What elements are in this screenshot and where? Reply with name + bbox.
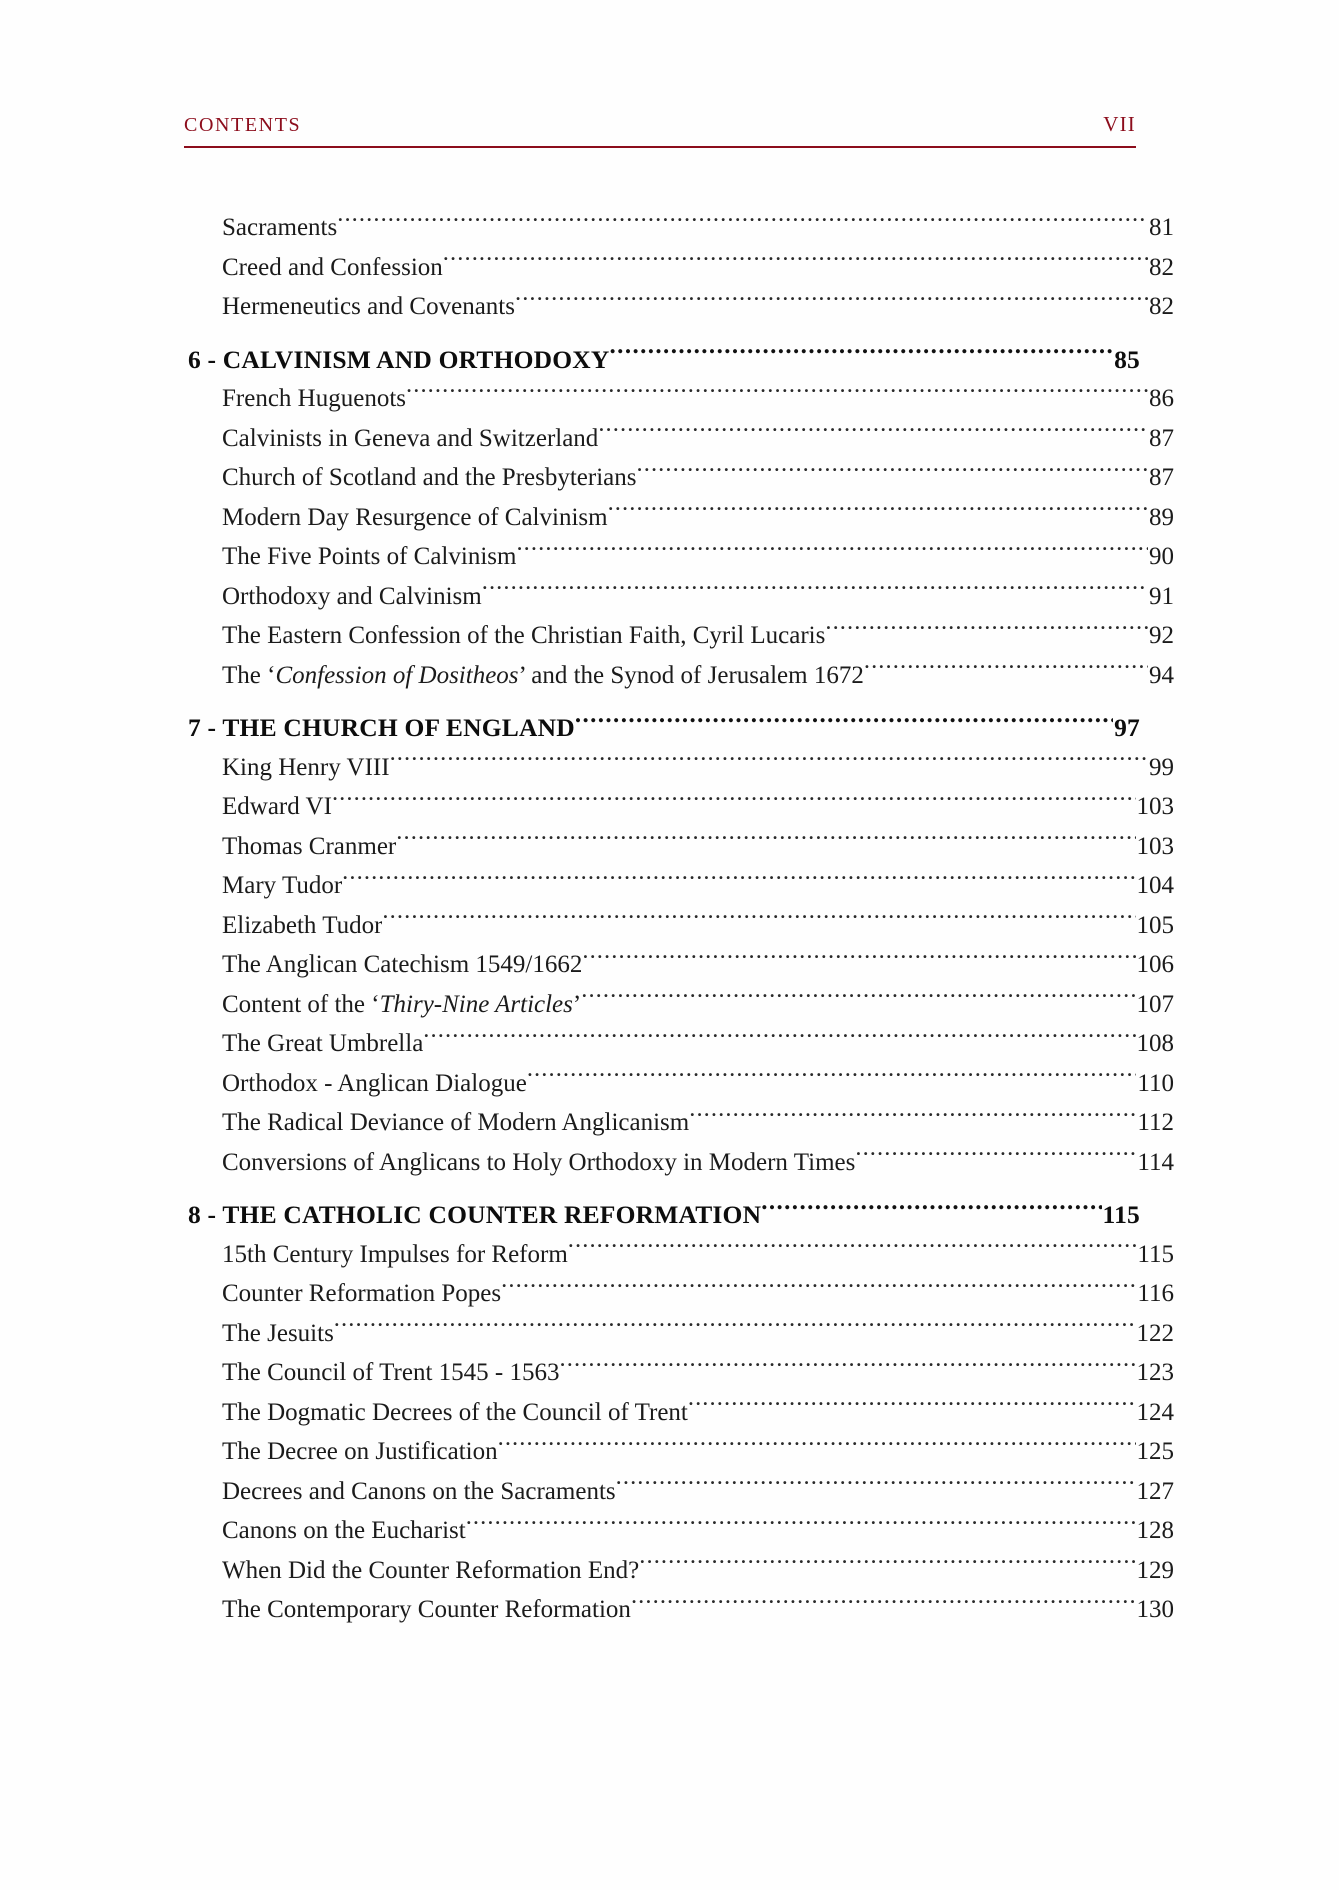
toc-title-part: ’ and the Synod of Jerusalem 1672 xyxy=(518,661,864,689)
toc-entry-title: When Did the Counter Reformation End? xyxy=(222,1556,640,1584)
toc-entry-page-number: 115 xyxy=(1137,1240,1174,1268)
toc-entry-title: The Anglican Catechism 1549/1662 xyxy=(222,951,583,978)
toc-entry-page-number: 82 xyxy=(1149,253,1174,281)
toc-section-entry[interactable] xyxy=(184,1235,1174,1275)
toc-dot-leader xyxy=(334,1316,1136,1341)
toc-entry-page-number: 110 xyxy=(1137,1069,1174,1097)
toc-dot-leader xyxy=(423,1026,1135,1051)
toc-entry-title: 8 - THE CATHOLIC COUNTER REFORMATION xyxy=(188,1200,762,1229)
toc-entry-title: The Dogmatic Decrees of the Council of Trent xyxy=(222,1398,688,1426)
toc-dot-leader xyxy=(332,789,1136,814)
toc-section-entry[interactable] xyxy=(184,866,1174,906)
toc-entry-title: The Five Points of Calvinism xyxy=(222,543,517,570)
toc-section-entry[interactable] xyxy=(184,1551,1174,1591)
toc-section-entry[interactable] xyxy=(184,208,1174,248)
toc-entry-page-number: 105 xyxy=(1136,911,1174,939)
table-of-contents xyxy=(184,208,1174,1630)
toc-dot-leader xyxy=(527,1066,1137,1091)
toc-dot-leader xyxy=(616,1474,1136,1499)
toc-section-entry[interactable] xyxy=(184,287,1174,327)
toc-entry-title: The Council of Trent 1545 - 1563 xyxy=(222,1359,560,1386)
toc-entry-page-number: 116 xyxy=(1137,1280,1174,1307)
toc-entry-page-number: 115 xyxy=(1102,1200,1140,1229)
toc-dot-leader xyxy=(515,289,1148,314)
toc-entry-page-number: 125 xyxy=(1136,1438,1174,1465)
toc-entry-page-number: 92 xyxy=(1149,622,1174,649)
toc-section-entry[interactable] xyxy=(184,419,1174,459)
toc-entry-title: Creed and Confession xyxy=(222,253,443,281)
toc-entry-page-number: 108 xyxy=(1136,1030,1174,1057)
toc-section-entry[interactable] xyxy=(184,248,1174,288)
running-head xyxy=(184,112,1136,137)
toc-entry-page-number: 104 xyxy=(1136,872,1174,899)
toc-dot-leader xyxy=(855,1145,1136,1170)
toc-section-entry[interactable] xyxy=(184,787,1174,827)
toc-dot-leader xyxy=(581,987,1135,1012)
toc-entry-page-number: 122 xyxy=(1136,1319,1174,1347)
toc-entry-title: Modern Day Resurgence of Calvinism xyxy=(222,503,608,531)
toc-entry-title: 15th Century Impulses for Reform xyxy=(222,1240,568,1268)
toc-entry-title: Counter Reformation Popes xyxy=(222,1280,502,1307)
toc-section-entry[interactable] xyxy=(184,577,1174,617)
toc-title-part: The ‘ xyxy=(222,661,276,689)
toc-entry-page-number: 81 xyxy=(1149,214,1174,241)
toc-chapter-entry[interactable] xyxy=(184,1195,1140,1235)
toc-section-entry[interactable] xyxy=(184,1143,1174,1183)
toc-entry-page-number: 103 xyxy=(1136,832,1174,860)
toc-block-gap xyxy=(184,1182,1136,1195)
toc-section-entry[interactable] xyxy=(184,1432,1174,1472)
toc-title-part: Content of the ‘ xyxy=(222,990,380,1018)
toc-dot-leader xyxy=(342,868,1135,893)
toc-entry-page-number: 89 xyxy=(1149,503,1174,531)
toc-entry-title: 7 - THE CHURCH OF ENGLAND xyxy=(188,713,575,742)
toc-dot-leader xyxy=(406,381,1148,406)
toc-dot-leader xyxy=(688,1395,1136,1420)
toc-entry-title: Decrees and Canons on the Sacraments xyxy=(222,1477,616,1505)
toc-entry-title: The Contemporary Counter Reformation xyxy=(222,1596,631,1623)
toc-entry-title: Canons on the Eucharist xyxy=(222,1517,466,1544)
toc-dot-leader xyxy=(501,1276,1136,1301)
toc-section-entry[interactable] xyxy=(184,748,1174,788)
toc-dot-leader xyxy=(382,908,1135,933)
toc-block-gap xyxy=(184,327,1136,340)
toc-chapter-entry[interactable] xyxy=(184,708,1140,748)
toc-section-entry[interactable] xyxy=(184,379,1174,419)
toc-entry-title: Sacraments xyxy=(222,214,338,241)
toc-dot-leader xyxy=(568,1237,1137,1262)
toc-entry-page-number: 106 xyxy=(1136,951,1174,978)
toc-entry-title: Orthodox - Anglican Dialogue xyxy=(222,1069,527,1097)
toc-section-entry[interactable] xyxy=(184,1064,1174,1104)
toc-dot-leader xyxy=(575,711,1113,737)
toc-entry-title: The Eastern Confession of the Christian Faith, Cyril Lucaris xyxy=(222,622,826,649)
toc-entry-page-number: 107 xyxy=(1136,990,1174,1018)
toc-title-italic-part: Confession of Dositheos xyxy=(275,661,519,689)
toc-entry-title: The Jesuits xyxy=(222,1319,334,1347)
toc-dot-leader xyxy=(598,421,1148,446)
toc-entry-page-number: 82 xyxy=(1149,293,1174,320)
toc-section-entry[interactable] xyxy=(184,1314,1174,1354)
toc-entry-title: The Great Umbrella xyxy=(222,1030,424,1057)
toc-entry-title: Calvinists in Geneva and Switzerland xyxy=(222,424,599,452)
toc-entry-page-number: 128 xyxy=(1136,1517,1174,1544)
toc-section-entry[interactable] xyxy=(184,1353,1174,1393)
toc-entry-page-number: 90 xyxy=(1149,543,1174,570)
toc-entry-page-number: 103 xyxy=(1136,793,1174,820)
toc-entry-page-number: 97 xyxy=(1114,713,1140,742)
toc-dot-leader xyxy=(516,539,1148,564)
toc-entry-title: Thomas Cranmer xyxy=(222,832,397,860)
toc-section-entry[interactable] xyxy=(184,458,1174,498)
toc-dot-leader xyxy=(443,250,1148,275)
toc-section-entry[interactable] xyxy=(184,985,1174,1025)
toc-entry-title: 6 - CALVINISM AND ORTHODOXY xyxy=(188,344,610,374)
toc-entry-page-number: 130 xyxy=(1136,1596,1174,1623)
toc-entry-title xyxy=(222,985,581,1025)
running-head-title: CONTENTS xyxy=(184,114,302,136)
toc-entry-title: Elizabeth Tudor xyxy=(222,911,383,939)
toc-entry-page-number: 129 xyxy=(1136,1556,1174,1584)
toc-dot-leader xyxy=(631,1592,1136,1617)
toc-section-entry[interactable] xyxy=(184,1393,1174,1433)
toc-section-entry[interactable] xyxy=(184,1103,1174,1143)
toc-entry-title: French Huguenots xyxy=(222,385,406,412)
page-folio: VII xyxy=(1103,112,1136,136)
toc-section-entry[interactable] xyxy=(184,656,1174,696)
toc-dot-leader xyxy=(864,658,1148,683)
toc-dot-leader xyxy=(608,500,1148,525)
toc-dot-leader xyxy=(825,618,1148,643)
toc-entry-title: Conversions of Anglicans to Holy Orthodoxy in Modern Times xyxy=(222,1148,856,1176)
toc-chapter-entry[interactable] xyxy=(184,340,1140,380)
toc-dot-leader xyxy=(560,1355,1136,1380)
toc-entry-page-number: 87 xyxy=(1149,464,1174,491)
toc-dot-leader xyxy=(637,460,1149,485)
toc-entry-page-number: 85 xyxy=(1114,344,1140,374)
toc-section-entry[interactable] xyxy=(184,1274,1174,1314)
toc-entry-title: King Henry VIII xyxy=(222,753,390,781)
toc-entry-page-number: 112 xyxy=(1137,1109,1174,1136)
toc-entry-title: Mary Tudor xyxy=(222,872,343,899)
toc-entry-title: Hermeneutics and Covenants xyxy=(222,293,515,320)
toc-dot-leader xyxy=(689,1105,1136,1130)
toc-section-entry[interactable] xyxy=(184,827,1174,867)
toc-entry-page-number: 86 xyxy=(1149,385,1174,412)
toc-dot-leader xyxy=(466,1513,1136,1538)
toc-entry-page-number: 99 xyxy=(1149,753,1174,781)
toc-section-entry[interactable] xyxy=(184,1511,1174,1551)
toc-entry-page-number: 87 xyxy=(1149,424,1174,452)
toc-entry-page-number: 127 xyxy=(1136,1477,1174,1505)
toc-section-entry[interactable] xyxy=(184,1590,1174,1630)
toc-section-entry[interactable] xyxy=(184,616,1174,656)
toc-section-entry[interactable] xyxy=(184,945,1174,985)
toc-entry-title: The Decree on Justification xyxy=(222,1438,498,1465)
toc-entry-title xyxy=(222,656,864,696)
toc-entry-title: The Radical Deviance of Modern Anglicanism xyxy=(222,1109,690,1136)
toc-block-gap xyxy=(184,695,1136,708)
toc-section-entry[interactable] xyxy=(184,537,1174,577)
toc-dot-leader xyxy=(761,1198,1101,1224)
toc-entry-title: Church of Scotland and the Presbyterians xyxy=(222,464,637,491)
toc-section-entry[interactable] xyxy=(184,498,1174,538)
toc-dot-leader xyxy=(639,1553,1135,1578)
toc-section-entry[interactable] xyxy=(184,1472,1174,1512)
toc-dot-leader xyxy=(582,947,1135,972)
toc-entry-title: Edward VI xyxy=(222,793,332,820)
toc-entry-title: Orthodoxy and Calvinism xyxy=(222,582,482,610)
toc-section-entry[interactable] xyxy=(184,906,1174,946)
toc-entry-page-number: 124 xyxy=(1136,1398,1174,1426)
toc-section-entry[interactable] xyxy=(184,1024,1174,1064)
toc-entry-page-number: 91 xyxy=(1149,582,1174,610)
toc-title-italic-part: Thiry-Nine Articles xyxy=(379,990,573,1018)
toc-dot-leader xyxy=(482,579,1148,604)
toc-dot-leader xyxy=(610,342,1114,368)
toc-dot-leader xyxy=(337,210,1148,235)
toc-entry-page-number: 94 xyxy=(1149,661,1174,689)
toc-entry-page-number: 123 xyxy=(1136,1359,1174,1386)
toc-dot-leader xyxy=(390,750,1148,775)
toc-dot-leader xyxy=(396,829,1135,854)
toc-title-part: ’ xyxy=(572,990,582,1018)
toc-dot-leader xyxy=(498,1434,1136,1459)
running-head-rule xyxy=(184,146,1136,148)
toc-entry-page-number: 114 xyxy=(1137,1148,1174,1176)
